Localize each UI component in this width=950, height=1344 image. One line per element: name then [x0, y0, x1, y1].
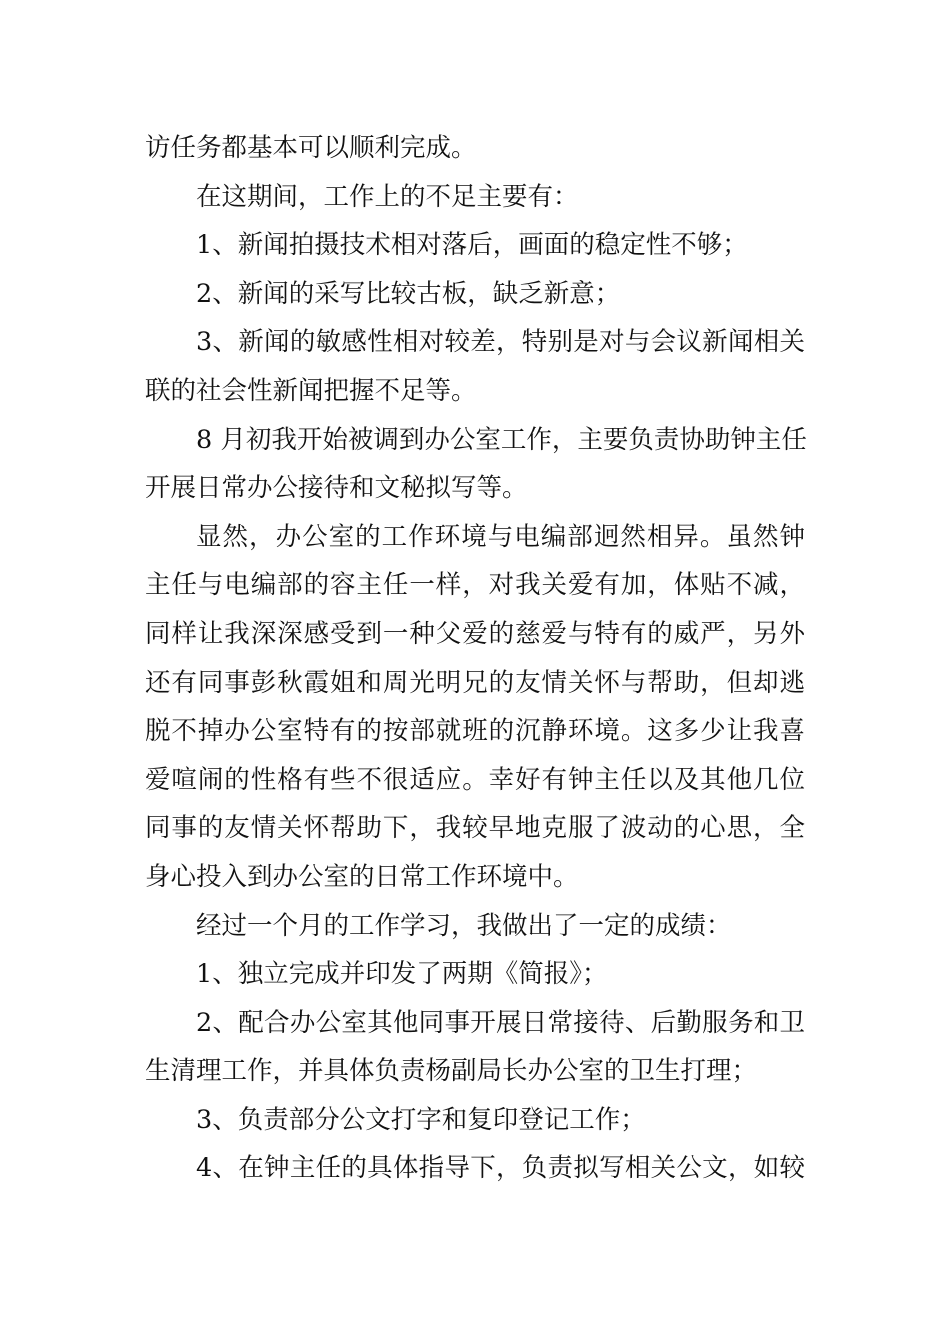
- text-line: 3、新闻的敏感性相对较差，特别是对与会议新闻相关: [196, 327, 805, 358]
- text-line: 8 月初我开始被调到办公室工作，主要负责协助钟主任: [196, 424, 807, 455]
- text-line: 2、配合办公室其他同事开展日常接待、后勤服务和卫: [196, 1007, 805, 1038]
- text-line: 在这期间，工作上的不足主要有：: [196, 181, 579, 212]
- text-line: 4、在钟主任的具体指导下，负责拟写相关公文，如较: [196, 1153, 805, 1184]
- text-line: 身心投入到办公室的日常工作环境中。: [145, 861, 579, 892]
- text-line: 开展日常办公接待和文秘拟写等。: [145, 473, 528, 504]
- text-line: 脱不掉办公室特有的按部就班的沉静环境。这多少让我喜: [145, 716, 805, 747]
- text-line: 1、新闻拍摄技术相对落后，画面的稳定性不够；: [196, 230, 748, 261]
- text-line: 3、负责部分公文打字和复印登记工作；: [196, 1104, 646, 1135]
- text-line: 同事的友情关怀帮助下，我较早地克服了波动的心思，全: [145, 813, 805, 844]
- text-line: 2、新闻的采写比较古板，缺乏新意；: [196, 278, 621, 309]
- text-line: 爱喧闹的性格有些不很适应。幸好有钟主任以及其他几位: [145, 764, 805, 795]
- text-line: 访任务都基本可以顺利完成。: [145, 133, 477, 163]
- text-line: 还有同事彭秋霞姐和周光明兄的友情关怀与帮助，但却逃: [145, 667, 805, 698]
- text-line: 同样让我深深感受到一种父爱的慈爱与特有的威严，另外: [145, 618, 805, 649]
- text-line: 主任与电编部的容主任一样，对我关爱有加，体贴不减，: [145, 570, 805, 601]
- text-line: 生清理工作，并具体负责杨副局长办公室的卫生打理；: [145, 1056, 758, 1087]
- text-line: 联的社会性新闻把握不足等。: [145, 375, 477, 406]
- text-line: 经过一个月的工作学习，我做出了一定的成绩：: [196, 910, 732, 941]
- text-line: 1、独立完成并印发了两期《简报》；: [196, 959, 608, 990]
- text-line: 显然，办公室的工作环境与电编部迥然相异。虽然钟: [196, 521, 805, 552]
- document-body: [145, 124, 805, 1193]
